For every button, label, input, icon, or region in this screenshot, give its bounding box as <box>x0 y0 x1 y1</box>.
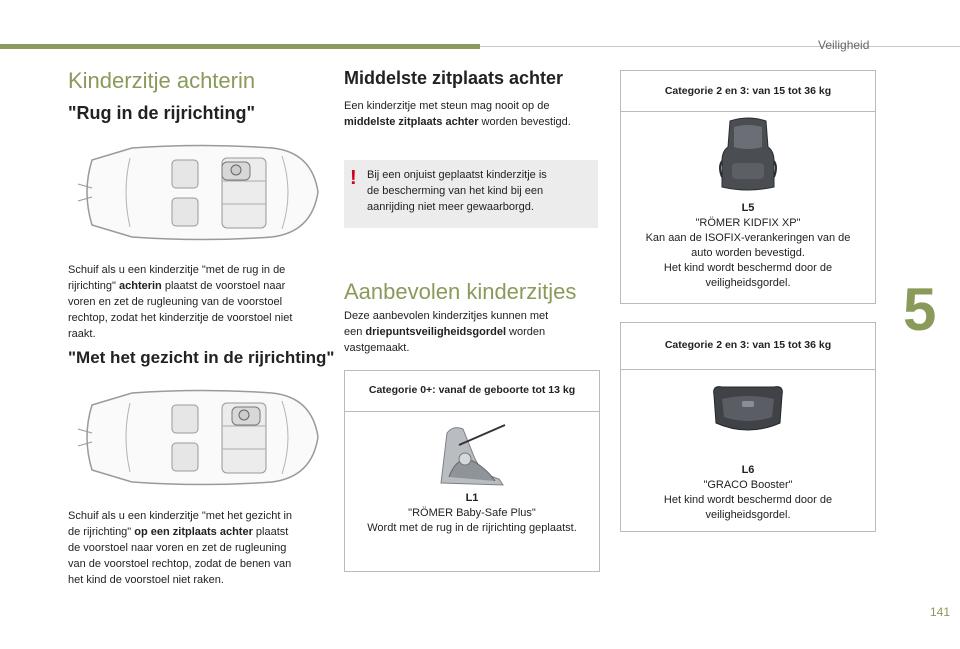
card-description: L6 "GRACO Booster" Het kind wordt beschermd door de veiligheidsgordel. <box>663 464 833 521</box>
header-rule <box>480 46 960 47</box>
child-seat-card-l1 <box>344 370 600 572</box>
page-number: 141 <box>930 605 951 619</box>
car-topview-rear-facing-illustration <box>72 140 324 245</box>
recommended-seats-title: Aanbevolen kinderzitjes <box>344 279 577 304</box>
car-topview-forward-facing-illustration <box>72 385 324 490</box>
chapter-number: 5 <box>903 276 937 343</box>
recommended-seats-text: Deze aanbevolen kinderzitjes kunnen met een driepuntsveiligheidsgordel worden vastgemaakt. <box>344 310 549 354</box>
rear-facing-heading: "Rug in de rijrichting" <box>68 103 256 123</box>
header-accent-bar <box>0 44 480 49</box>
warning-text: Bij een onjuist geplaatst kinderzitje is de bescherming van het kind bij een aanrijding niet meer gewaarborgd. <box>367 169 547 213</box>
forward-facing-heading: "Met het gezicht in de rijrichting" <box>68 348 335 367</box>
card-divider <box>345 411 599 412</box>
booster-cushion-image <box>708 381 788 437</box>
card-divider <box>621 111 875 112</box>
rear-facing-text: Schuif als u een kinderzitje "met de rug in de rijrichting" achterin plaatst de voorstoel naar voren en zet de rugleuning van de voorstoel rechtop, zodat het kinderzitje de voorstoel niet raakt. <box>68 264 293 340</box>
page-title: Kinderzitje achterin <box>68 68 256 93</box>
section-title: Veiligheid <box>818 38 870 52</box>
card-description: L1 "RÖMER Baby-Safe Plus" Wordt met de rug in de rijrichting geplaatst. <box>367 492 577 534</box>
child-seat-card-l6 <box>620 322 876 532</box>
baby-car-seat-image <box>435 419 509 487</box>
middle-seat-heading: Middelste zitplaats achter <box>344 68 564 88</box>
card-category: Categorie 2 en 3: van 15 tot 36 kg <box>664 339 832 351</box>
card-category: Categorie 0+: vanaf de geboorte tot 13 kg <box>368 384 576 396</box>
booster-seat-with-backrest-image <box>718 117 778 193</box>
middle-seat-text: Een kinderzitje met steun mag nooit op de middelste zitplaats achter worden bevestigd. <box>344 100 571 128</box>
card-description: L5 "RÖMER KIDFIX XP" Kan aan de ISOFIX-verankeringen van de auto worden bevestigd. Het kind wordt beschermd door de veiligheidsgordel. <box>645 202 851 289</box>
forward-facing-text: Schuif als u een kinderzitje "met het gezicht in de rijrichting" op een zitplaats achter plaatst de voorstoel naar voren en zet de rugleuning van de voorstoel rechtop, zodat de benen van het kind de voorstoel niet raken. <box>68 510 293 586</box>
warning-icon: ! <box>350 167 357 189</box>
card-category: Categorie 2 en 3: van 15 tot 36 kg <box>664 85 832 97</box>
card-divider <box>621 369 875 370</box>
child-seat-card-l5 <box>620 70 876 304</box>
